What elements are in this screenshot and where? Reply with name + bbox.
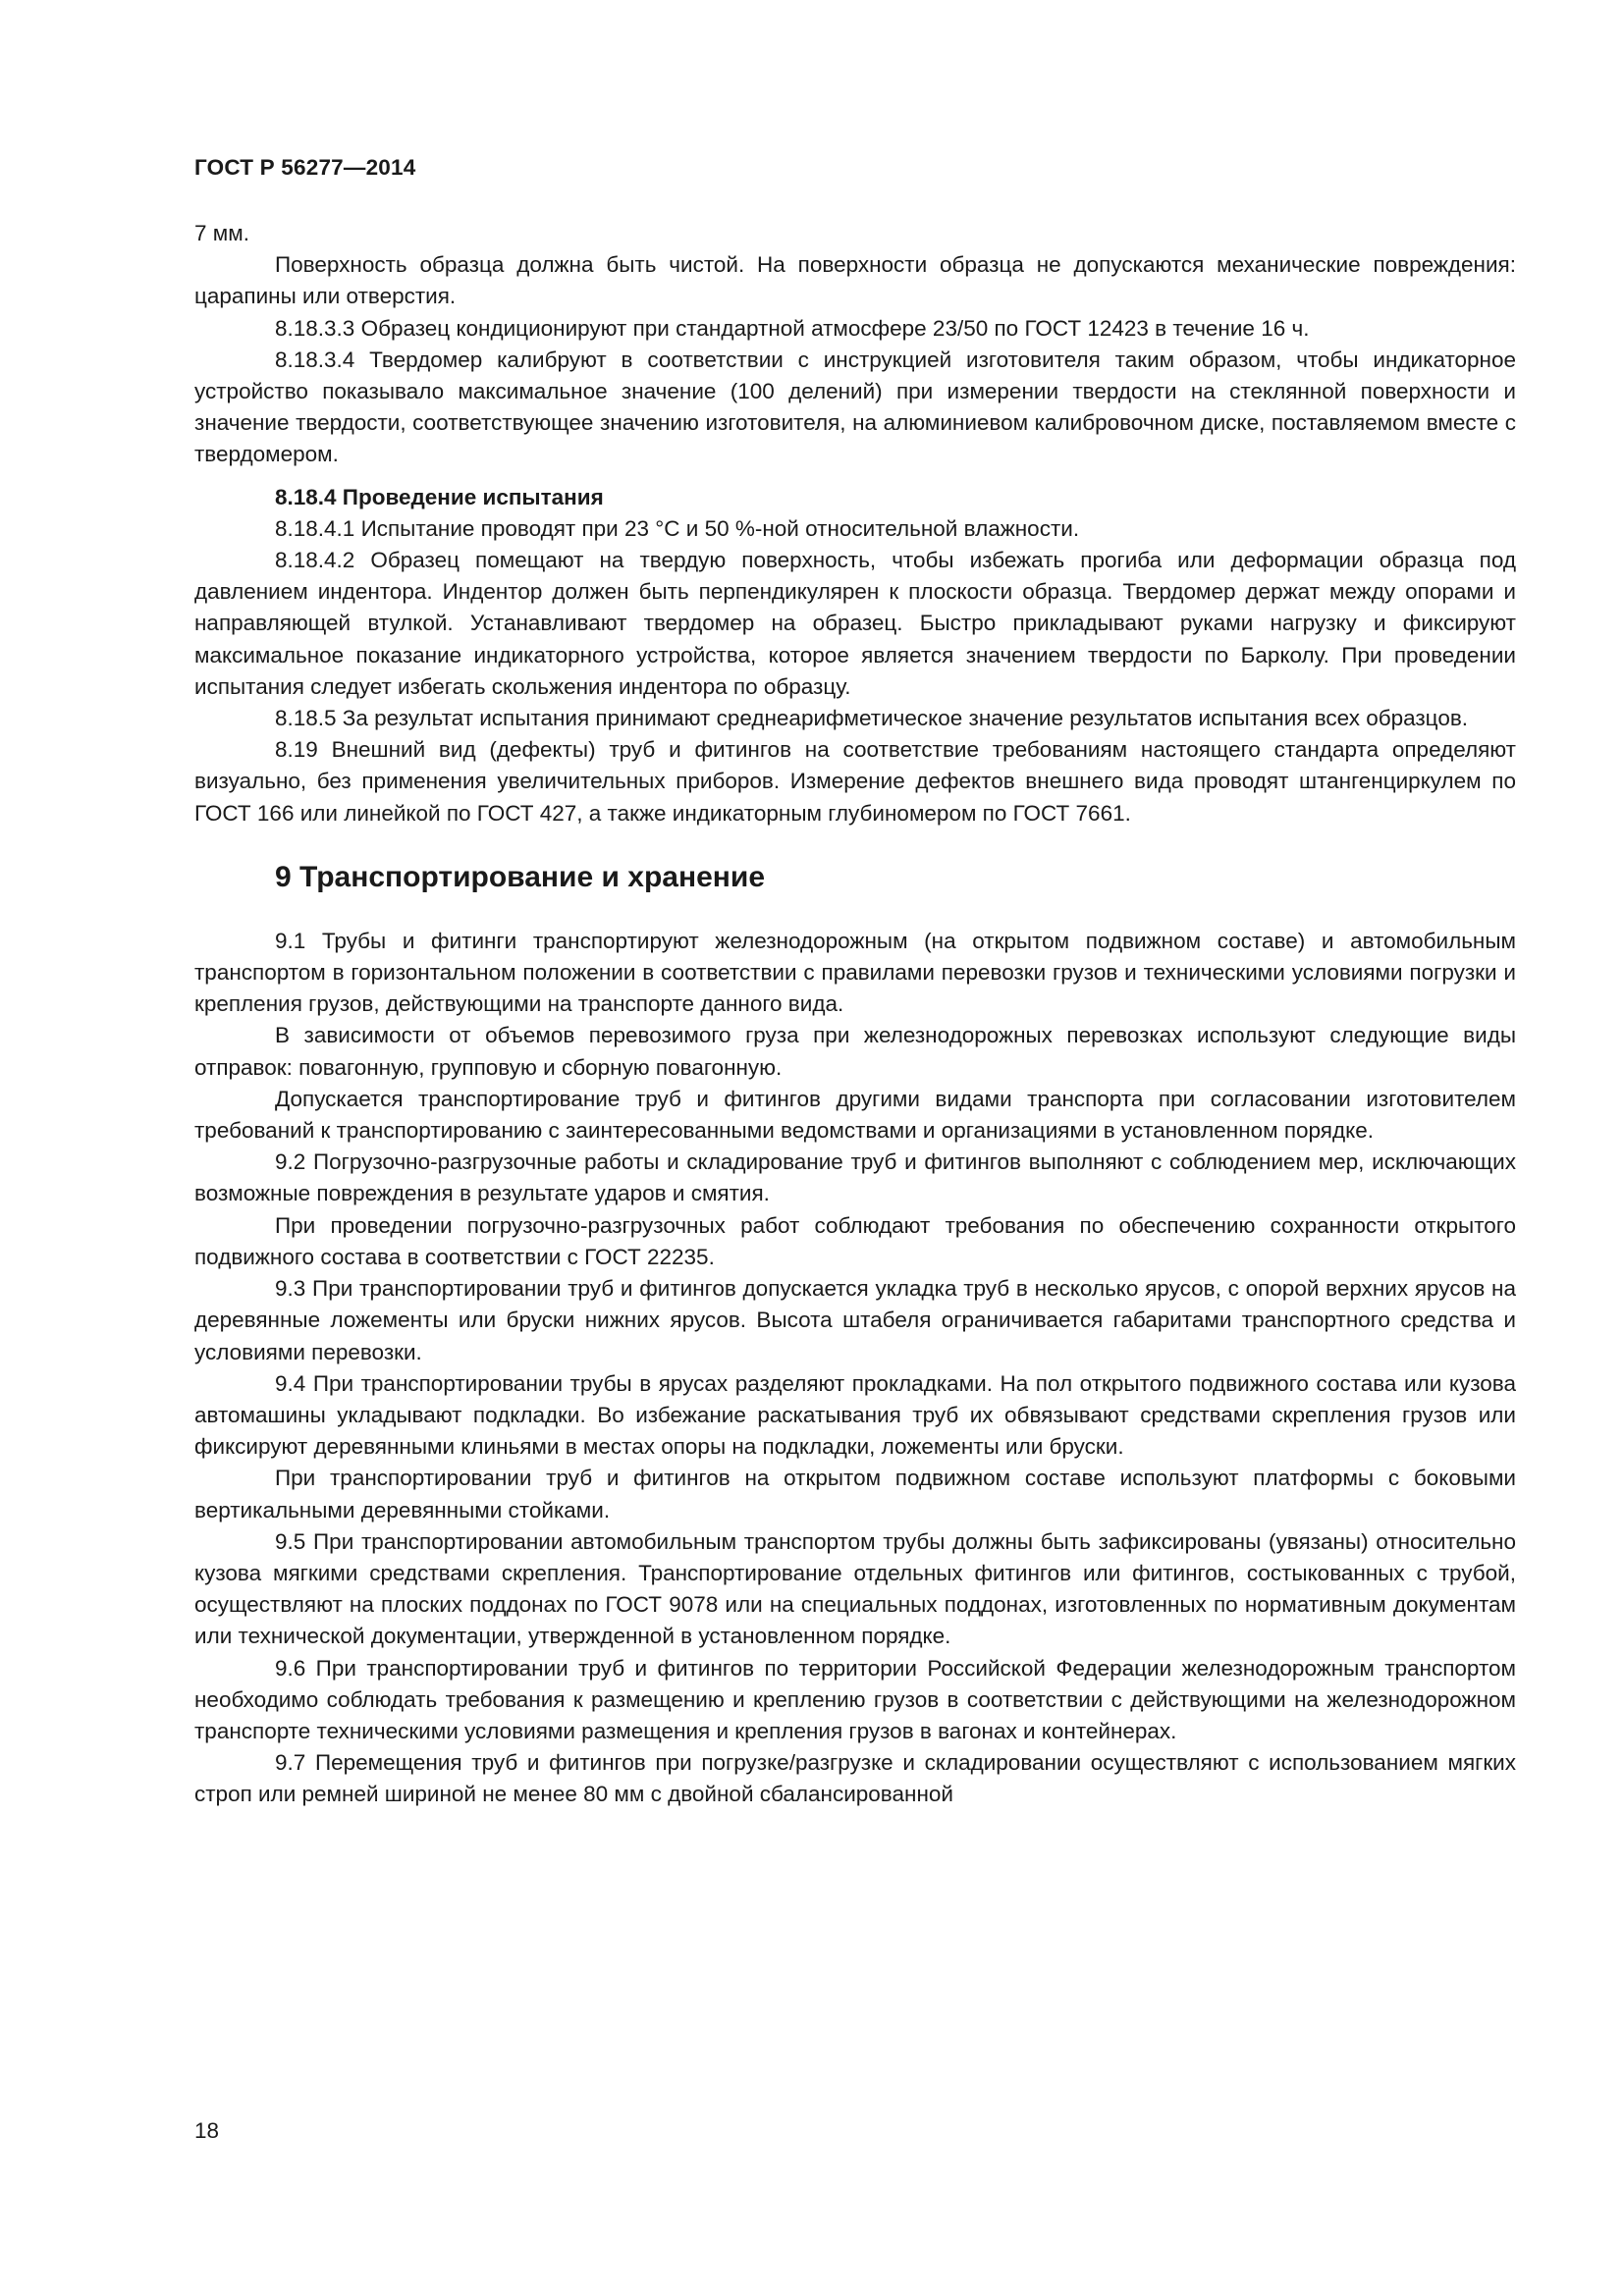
paragraph: 9.5 При транспортировании автомобильным транспортом трубы должны быть зафиксированы (увязаны) относительно кузова мягкими средствами скрепления. Транспортирование отдельных фитингов или фитингов, состыкованных с трубой, осуществляют на плоских поддонах по ГОСТ 9078 или на специальных поддонах, изготовленных по нормативным документам или технической документации, утвержденной в установленном порядке. bbox=[194, 1528, 1516, 1649]
paragraph: 8.19 Внешний вид (дефекты) труб и фитингов на соответствие требованиям настоящего стандарта определяют визуально, без применения увеличительных приборов. Измерение дефектов внешнего вида проводят штангенциркулем по ГОСТ 166 или линейкой по ГОСТ 427, а также индикаторным глубиномером по ГОСТ 7661. bbox=[194, 737, 1516, 826]
paragraph: В зависимости от объемов перевозимого груза при железнодорожных перевозках используют следующие виды отправок: повагонную, групповую и сборную повагонную. bbox=[194, 1023, 1516, 1080]
paragraph: 7 мм. bbox=[194, 221, 249, 245]
paragraph: При транспортировании труб и фитингов на открытом подвижном составе используют платформы с боковыми вертикальными деревянными стойками. bbox=[194, 1466, 1516, 1522]
paragraph: 8.18.5 За результат испытания принимают среднеарифметическое значение результатов испытания всех образцов. bbox=[275, 706, 1469, 731]
paragraph: 9.3 При транспортировании труб и фитингов допускается укладка труб в несколько ярусов, с опорой верхних ярусов на деревянные ложементы или бруски нижних ярусов. Высота штабеля ограничивается габаритами транспортного средства и условиями перевозки. bbox=[194, 1276, 1516, 1364]
subsection-heading: 8.18.4 Проведение испытания bbox=[275, 484, 604, 509]
document-header: ГОСТ Р 56277—2014 bbox=[194, 155, 416, 180]
paragraph: При проведении погрузочно-разгрузочных работ соблюдают требования по обеспечению сохранности открытого подвижного состава в соответствии с ГОСТ 22235. bbox=[194, 1212, 1516, 1269]
paragraph: 9.7 Перемещения труб и фитингов при погрузке/разгрузке и складировании осуществляют с использованием мягких строп или ремней шириной не менее 80 мм с двойной сбалансированной bbox=[194, 1750, 1516, 1807]
paragraph: 9.2 Погрузочно-разгрузочные работы и складирование труб и фитингов выполняют с соблюдением мер, исключающих возможные повреждения в результате ударов и смятия. bbox=[194, 1149, 1516, 1206]
page-number: 18 bbox=[194, 2118, 220, 2143]
paragraph: 9.4 При транспортировании трубы в ярусах разделяют прокладками. На пол открытого подвижного состава или кузова автомашины укладывают подкладки. Во избежание раскатывания труб их обвязывают средствами скрепления грузов или фиксируют деревянными клиньями в местах опоры на подкладки, ложементы или бруски. bbox=[194, 1370, 1516, 1460]
paragraph: Допускается транспортирование труб и фитингов другими видами транспорта при согласовании изготовителем требований к транспортированию с заинтересованными ведомствами и организациями в установленном порядке. bbox=[194, 1086, 1516, 1144]
document-body bbox=[194, 218, 1516, 1811]
section-title: 9 Транспортирование и хранение bbox=[275, 860, 766, 893]
paragraph: 8.18.4.2 Образец помещают на твердую поверхность, чтобы избежать прогиба или деформации образца под давлением индентора. Индентор должен быть перпендикулярен к плоскости образца. Твердомер держат между опорами и направляющей втулкой. Устанавливают твердомер на образец. Быстро прикладывают руками нагрузку и фиксируют максимальное показание индикаторного устройства, которое является значением твердости по Барколу. При проведении испытания следует избегать скольжения индентора по образцу. bbox=[194, 548, 1516, 699]
paragraph: 9.6 При транспортировании труб и фитингов по территории Российской Федерации железнодорожным транспортом необходимо соблюдать требования к размещению и креплению грузов в соответствии с действующими на железнодорожном транспорте техническими условиями размещения и крепления грузов в вагонах и контейнерах. bbox=[194, 1655, 1516, 1743]
paragraph: 9.1 Трубы и фитинги транспортируют железнодорожным (на открытом подвижном составе) и автомобильным транспортом в горизонтальном положении в соответствии с правилами перевозки грузов и техническими условиями погрузки и крепления грузов, действующими на транспорте данного вида. bbox=[194, 928, 1516, 1017]
paragraph: 8.18.3.4 Твердомер калибруют в соответствии с инструкцией изготовителя таким образом, чтобы индикаторное устройство показывало максимальное значение (100 делений) при измерении твердости на стеклянной поверхности и значение твердости, соответствующее значению изготовителя, на алюминиевом калибровочном диске, поставляемом вместе с твердомером. bbox=[194, 347, 1516, 467]
paragraph: 8.18.3.3 Образец кондиционируют при стандартной атмосфере 23/50 по ГОСТ 12423 в течение 16 ч. bbox=[275, 315, 1310, 341]
paragraph: 8.18.4.1 Испытание проводят при 23 °С и 50 %-ной относительной влажности. bbox=[275, 515, 1080, 541]
paragraph: Поверхность образца должна быть чистой. На поверхности образца не допускаются механические повреждения: царапины или отверстия. bbox=[194, 252, 1516, 309]
